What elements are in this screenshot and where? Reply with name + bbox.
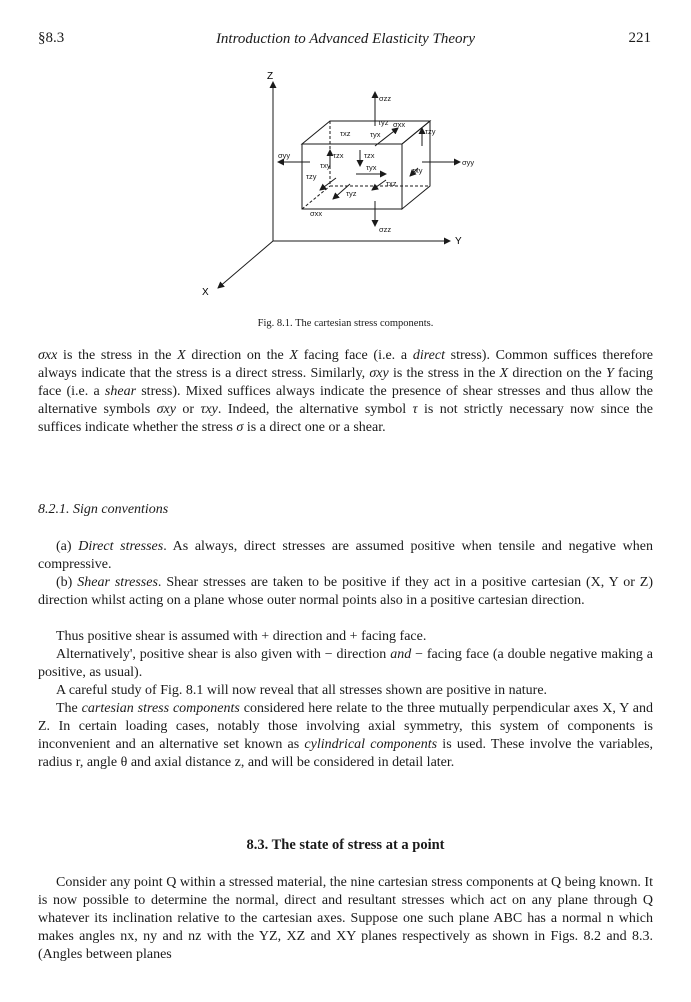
tzy-left-arrow (320, 178, 336, 190)
syy-right-label: σyy (462, 158, 475, 167)
tzy-left-label: τzy (306, 172, 317, 181)
running-title: Introduction to Advanced Elasticity Theory (215, 31, 476, 47)
szz-top-label: σzz (379, 94, 392, 103)
szz-bottom-label: σzz (379, 225, 392, 234)
paragraph-alternative-shear: Alternatively', positive shear is also given with − direction and − facing face (a double negative making a positive, as usual). (38, 647, 653, 680)
y-axis-label: Y (455, 236, 462, 247)
stress-cube-figure (160, 66, 520, 306)
section-number: §8.3 (38, 30, 65, 46)
subsection-heading: 8.2.1. Sign conventions (38, 502, 169, 517)
paragraph-positive-shear: Thus positive shear is assumed with + direction and + facing face. (56, 629, 427, 644)
tzx-mid-label: τzx (364, 151, 375, 160)
txy-right-label: τxy (412, 166, 423, 175)
sxx-bottom-label: σxx (310, 209, 323, 218)
txz-mid-arrow (372, 180, 386, 190)
tyz-label: τyz (378, 118, 389, 127)
tyz-bottom-label: τyz (346, 189, 357, 198)
tyx-mid-label: τyx (366, 163, 377, 172)
x-axis-label: X (202, 287, 209, 298)
section-heading: 8.3. The state of stress at a point (246, 837, 445, 853)
txz-label: τxz (340, 129, 351, 138)
paragraph-cartesian-components: The cartesian stress components considered here relate to the three mutually perpendicular axes X, Y and Z. In certain loading cases, notably those involving axial symmetry, this system of components is inconvenient and an alternative set known as cylindrical components is used. These involve the variables, radius r, angle θ and axial distance z, and will be considered in detail later. (38, 701, 654, 770)
page-number: 221 (628, 30, 651, 46)
figure-caption: Fig. 8.1. The cartesian stress components. (257, 318, 434, 329)
paragraph-stress-notation: σxx is the stress in the X direction on the X facing face (i.e. a direct stress). Common suffices therefore always indicate that the stress is a direct stress. Similarly, σxy is the stress in the X direction on the Y facing face (i.e. a shear stress). Mixed suffices always indicate the presence of shear stresses and thus allow the alternative symbols σxy or τxy. Indeed, the alternative symbol τ is not strictly necessary now since the suffices indicate whether the stress σ is a direct one or a shear. (38, 348, 654, 435)
paragraph-direct-stresses: (a) Direct stresses. As always, direct stresses are assumed positive when tensile and negative when compressive. (38, 539, 653, 572)
tzx-left-label: τzx (333, 151, 344, 160)
paragraph-state-of-stress: Consider any point Q within a stressed material, the nine cartesian stress components at Q being known. It is now possible to determine the normal, direct and resultant stresses which act on any plane through Q whatever its inclination relative to the cartesian axes. Suppose one such plane ABC has a normal n which makes angles nx, ny and nz with the YZ, XZ and XY planes respectively as shown in Figs. 8.2 and 8.3. (Angles between planes (38, 875, 653, 962)
paragraph-careful-study: A careful study of Fig. 8.1 will now reveal that all stresses shown are positive in nature. (56, 683, 548, 698)
paragraph-shear-stresses: (b) Shear stresses. Shear stresses are taken to be positive if they act in a positive cartesian (X, Y or Z) direction whilst acting on a plane whose outer normal points also in a positive cartesian direction. (38, 575, 654, 608)
syy-left-label: σyy (278, 151, 291, 160)
tyx-top-label: τyx (370, 130, 381, 139)
z-axis-label: Z (267, 71, 274, 82)
x-axis-line (218, 241, 273, 288)
tzy-top-label: τzy (425, 127, 436, 136)
txy-left-label: τxy (320, 161, 331, 170)
sxx-top-label: σxx (393, 120, 406, 129)
txz-mid-label: τxz (386, 179, 397, 188)
